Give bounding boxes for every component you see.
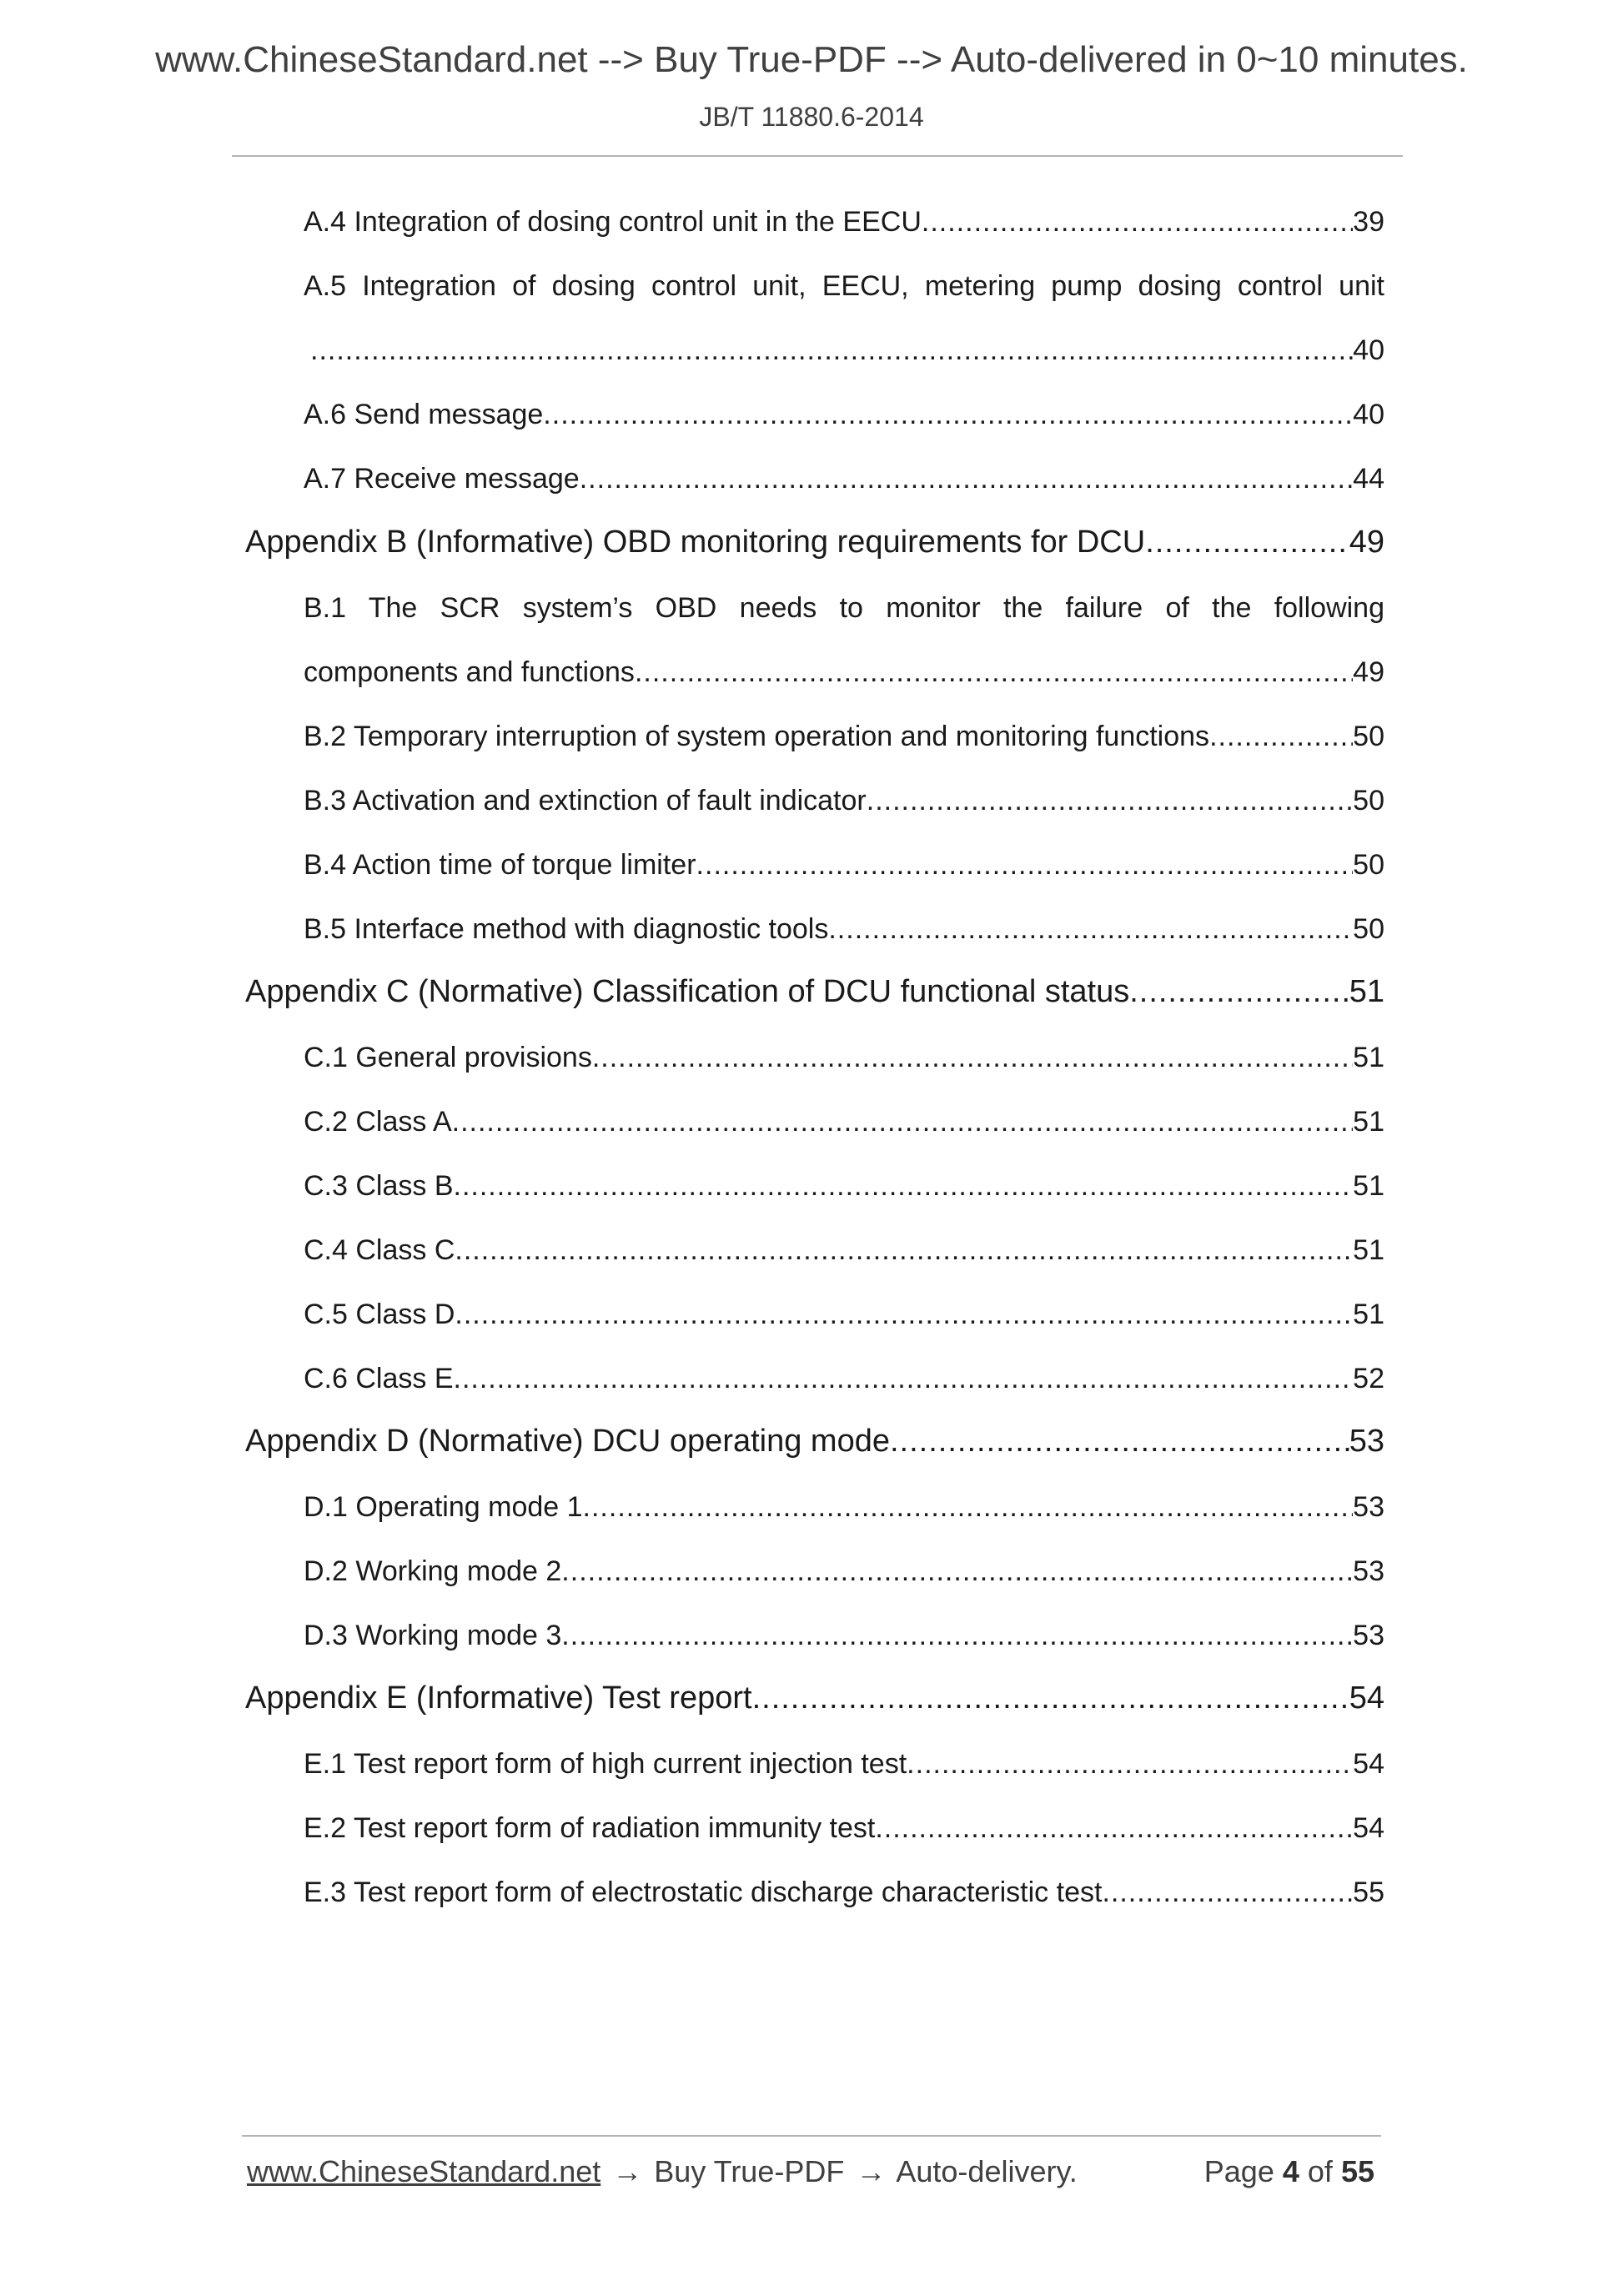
toc-entry-a6[interactable] <box>304 399 1384 431</box>
toc-entry-page: 51 <box>1353 1170 1384 1202</box>
dot-leader <box>543 399 1353 431</box>
toc-entry-page: 50 <box>1353 849 1384 881</box>
toc-entry-page: 51 <box>1353 1042 1384 1073</box>
toc-entry-page: 54 <box>1353 1748 1384 1780</box>
dot-leader <box>561 1555 1353 1588</box>
toc-entry-title: A.4 Integration of dosing control unit in the EECU <box>304 206 922 238</box>
arrow-right-icon: → <box>856 2154 887 2188</box>
page-current: 4 <box>1282 2154 1299 2188</box>
arrow-right-icon: → <box>612 2154 643 2188</box>
toc-entry-page: 44 <box>1353 463 1384 495</box>
toc-entry-title: E.2 Test report form of radiation immunity test <box>304 1812 876 1844</box>
toc-entry-d1[interactable] <box>304 1491 1384 1524</box>
toc-entry-page: 53 <box>1353 1491 1384 1523</box>
page-total: 55 <box>1340 2154 1374 2188</box>
toc-entry-title: A.7 Receive message <box>304 463 580 495</box>
toc-entry-title: Appendix B (Informative) OBD monitoring requirements for DCU <box>245 525 1146 560</box>
toc-entry-page: 54 <box>1353 1812 1384 1844</box>
toc-entry-title: C.3 Class B <box>304 1170 454 1202</box>
toc-entry-page: 51 <box>1353 1234 1384 1266</box>
dot-leader <box>454 1170 1354 1203</box>
toc-entry-title: A.6 Send message <box>304 399 544 430</box>
toc-entry-a5[interactable] <box>304 334 1384 367</box>
auto-delivery-text: Auto-delivery. <box>896 2154 1078 2188</box>
dot-leader <box>455 1234 1353 1267</box>
dot-leader <box>1102 1876 1353 1909</box>
page-indicator <box>1204 2154 1374 2189</box>
toc-entry-b4[interactable] <box>304 849 1384 882</box>
toc-entry-title: Appendix C (Normative) Classification of DCU functional status <box>245 974 1130 1009</box>
toc-entry-a4[interactable] <box>304 206 1384 239</box>
toc-entry-c1[interactable] <box>304 1042 1384 1074</box>
toc-entry-title: components and functions <box>304 656 635 688</box>
page-label: Page <box>1203 2154 1274 2188</box>
toc-entry-c3[interactable] <box>304 1170 1384 1203</box>
footer-divider <box>242 2135 1381 2137</box>
toc-entry-page: 52 <box>1353 1363 1384 1394</box>
toc-entry-page: 49 <box>1349 525 1384 560</box>
toc-entry-page: 39 <box>1353 206 1384 238</box>
document-number: JB/T 11880.6-2014 <box>699 102 924 132</box>
toc-entry-appendix-c[interactable] <box>245 974 1384 1010</box>
toc-entry-e3[interactable] <box>304 1876 1384 1909</box>
header-divider <box>232 155 1403 157</box>
dot-leader <box>1209 721 1353 753</box>
dot-leader <box>580 463 1353 495</box>
toc-entry-title: D.2 Working mode 2 <box>304 1555 562 1587</box>
toc-entry-page: 50 <box>1353 785 1384 816</box>
dot-leader <box>310 334 1353 367</box>
site-link[interactable]: www.ChineseStandard.net <box>247 2154 601 2188</box>
toc-entry-c2[interactable] <box>304 1106 1384 1138</box>
toc-entry-a7[interactable] <box>304 463 1384 495</box>
toc-entry-b2[interactable] <box>304 721 1384 753</box>
dot-leader <box>561 1620 1353 1652</box>
toc-entry-title: A.5 Integration of dosing control unit, EECU, metering pump dosing control unit <box>304 270 1384 302</box>
dot-leader <box>635 656 1353 689</box>
toc-entry-e1[interactable] <box>304 1748 1384 1781</box>
buy-true-pdf-text: Buy True-PDF <box>654 2154 845 2188</box>
toc-entry-page: 50 <box>1353 913 1384 945</box>
toc-entry-title: C.5 Class D <box>304 1299 455 1330</box>
toc-entry-b5[interactable] <box>304 913 1384 946</box>
site-banner: www.ChineseStandard.net --> Buy True-PDF --> Auto-delivered in 0~10 minutes. <box>155 39 1468 80</box>
toc-entry-e2[interactable] <box>304 1812 1384 1845</box>
toc-entry-page: 55 <box>1353 1876 1384 1908</box>
toc-entry-title: Appendix D (Normative) DCU operating mode <box>245 1424 890 1459</box>
toc-entry-title: Appendix E (Informative) Test report <box>245 1681 752 1716</box>
toc-entry-page: 53 <box>1353 1620 1384 1651</box>
dot-leader <box>455 1299 1353 1331</box>
toc-entry-b3[interactable] <box>304 785 1384 817</box>
dot-leader <box>890 1424 1349 1459</box>
toc-entry-page: 51 <box>1349 974 1384 1009</box>
toc-entry-page: 49 <box>1353 656 1384 688</box>
toc-entry-d2[interactable] <box>304 1555 1384 1588</box>
toc-entry-title: D.3 Working mode 3 <box>304 1620 562 1651</box>
dot-leader <box>696 849 1354 882</box>
toc-entry-title: B.2 Temporary interruption of system operation and monitoring functions <box>304 721 1210 752</box>
dot-leader <box>592 1042 1353 1074</box>
toc-entry-title: C.4 Class C <box>304 1234 455 1266</box>
toc-entry-title: B.1 The SCR system’s OBD needs to monitor the failure of the following <box>304 592 1384 624</box>
dot-leader <box>828 913 1353 946</box>
dot-leader <box>867 785 1353 817</box>
toc-entry-title: C.1 General provisions <box>304 1042 592 1073</box>
toc-entry-b1[interactable] <box>304 656 1384 689</box>
dot-leader <box>875 1812 1353 1845</box>
toc-entry-title: D.1 Operating mode 1 <box>304 1491 583 1523</box>
dot-leader <box>752 1681 1349 1716</box>
page-of-label: of <box>1307 2154 1333 2188</box>
toc-entry-a5-line1[interactable] <box>304 270 1384 303</box>
toc-entry-c6[interactable] <box>304 1363 1384 1395</box>
dot-leader <box>1145 525 1349 560</box>
toc-entry-appendix-e[interactable] <box>245 1681 1384 1716</box>
toc-entry-title: C.2 Class A <box>304 1106 452 1138</box>
toc-entry-page: 40 <box>1353 399 1384 430</box>
dot-leader <box>583 1491 1354 1524</box>
dot-leader <box>922 206 1353 239</box>
toc-entry-c4[interactable] <box>304 1234 1384 1267</box>
toc-entry-d3[interactable] <box>304 1620 1384 1652</box>
toc-entry-page: 53 <box>1349 1424 1384 1459</box>
dot-leader <box>1129 974 1349 1010</box>
toc-entry-title: E.3 Test report form of electrostatic discharge characteristic test <box>304 1876 1103 1908</box>
toc-entry-title: B.5 Interface method with diagnostic tools <box>304 913 829 945</box>
toc-entry-title: B.3 Activation and extinction of fault indicator <box>304 785 867 816</box>
toc-entry-page: 51 <box>1353 1299 1384 1330</box>
toc-entry-page: 53 <box>1353 1555 1384 1587</box>
toc-entry-title: C.6 Class E <box>304 1363 454 1394</box>
toc-entry-c5[interactable] <box>304 1299 1384 1331</box>
footer-left <box>247 2154 1078 2189</box>
toc-entry-appendix-b[interactable] <box>245 525 1384 560</box>
toc-entry-page: 51 <box>1353 1106 1384 1138</box>
dot-leader <box>454 1363 1354 1395</box>
page-footer <box>247 2154 1374 2201</box>
toc-entry-page: 40 <box>1353 334 1384 366</box>
toc-entry-title: E.1 Test report form of high current injection test <box>304 1748 907 1780</box>
toc-entry-page: 54 <box>1349 1681 1384 1716</box>
dot-leader <box>907 1748 1353 1781</box>
dot-leader <box>452 1106 1354 1138</box>
toc-entry-page: 50 <box>1353 721 1384 752</box>
toc-entry-title: B.4 Action time of torque limiter <box>304 849 696 881</box>
toc-entry-appendix-d[interactable] <box>245 1424 1384 1459</box>
toc-entry-b1-line1[interactable] <box>304 592 1384 625</box>
